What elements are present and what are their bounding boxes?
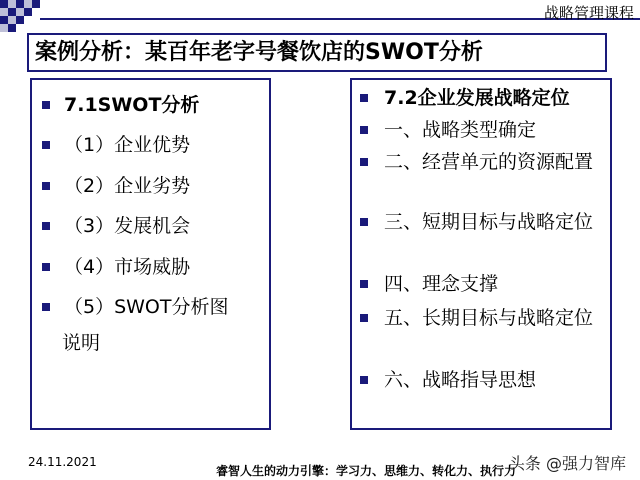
square-bullet-icon [360,376,368,384]
list-item-label: （4）市场威胁 [64,256,191,278]
square-bullet-icon [42,182,50,190]
square-bullet-icon [42,303,50,311]
list-item-label: 说明 [62,332,101,354]
left-panel [30,78,271,430]
square-bullet-icon [42,101,50,109]
list-item-label: 7.1SWOT分析 [64,94,200,116]
footer-slogan: 睿智人生的动力引擎：学习力、思维力、转化力、执行力 [216,464,517,478]
list-item-label: （2）企业劣势 [64,175,191,197]
square-bullet-icon [42,222,50,230]
list-item-label: （5）SWOT分析图 [64,296,229,318]
slide-title: 案例分析：某百年老字号餐饮店的SWOT分析 [27,33,607,72]
square-bullet-icon [360,314,368,322]
course-title: 战略管理课程 [543,4,634,22]
right-panel [350,78,612,430]
list-item-label: 四、理念支撑 [384,273,499,295]
square-bullet-icon [360,126,368,134]
list-item-label: 三、短期目标与战略定位 [384,211,594,233]
slide-date: 24.11.2021 [28,455,97,469]
list-item-label: （3）发展机会 [64,215,191,237]
source-watermark: 头条 @强力智库 [508,454,626,473]
list-item-label: （1）企业优势 [64,134,191,156]
square-bullet-icon [360,218,368,226]
square-bullet-icon [42,263,50,271]
list-item-label: 一、战略类型确定 [384,119,537,141]
square-bullet-icon [360,158,368,166]
list-item-label: 五、长期目标与战略定位 [384,307,594,329]
square-bullet-icon [360,94,368,102]
square-bullet-icon [360,280,368,288]
square-bullet-icon [42,141,50,149]
list-item-label: 六、战略指导思想 [384,369,537,391]
list-item-label: 二、经营单元的资源配置 [384,151,594,173]
list-item-label: 7.2企业发展战略定位 [384,87,570,109]
